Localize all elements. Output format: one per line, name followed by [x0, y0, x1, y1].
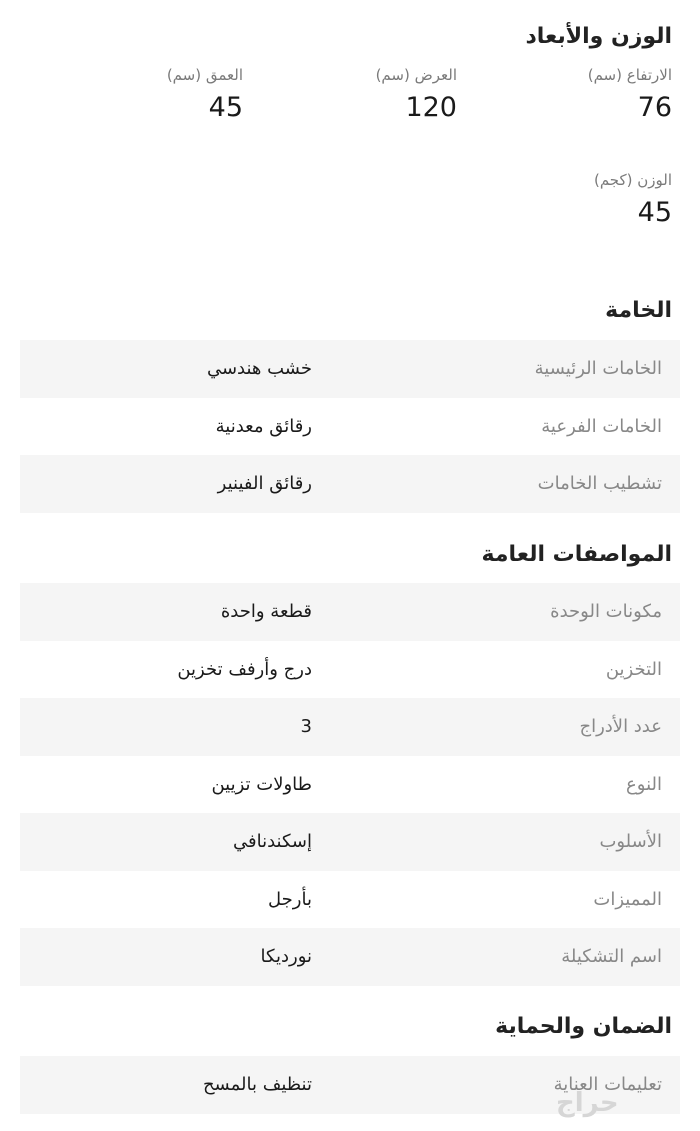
row-key: مكونات الوحدة — [550, 601, 662, 623]
row-value: 3 — [300, 716, 312, 738]
width-value: 120 — [405, 92, 457, 123]
row-value: طاولات تزيين — [211, 773, 312, 795]
row-value: إسكندنافي — [232, 831, 312, 853]
table-row — [20, 455, 680, 513]
depth-spec — [167, 66, 243, 123]
row-key: التخزين — [605, 658, 662, 680]
haraj-watermark: حراج — [556, 1088, 619, 1118]
table-row — [20, 698, 680, 756]
row-key: المميزات — [593, 888, 662, 910]
material-table — [20, 340, 680, 513]
row-value: درج وأرفف تخزين — [177, 658, 312, 680]
row-value: تنظيف بالمسح — [202, 1074, 312, 1096]
row-value: خشب هندسي — [206, 358, 312, 380]
weight-dimensions-title: الوزن والأبعاد — [525, 24, 672, 49]
row-key: تعليمات العناية — [553, 1074, 662, 1096]
depth-value: 45 — [208, 92, 243, 123]
depth-label: العمق (سم) — [166, 66, 243, 84]
row-key: الخامات الفرعية — [541, 415, 662, 437]
row-value: قطعة واحدة — [220, 601, 312, 623]
row-key: الخامات الرئيسية — [534, 358, 662, 380]
height-spec — [588, 66, 672, 123]
row-key: عدد الأدراج — [579, 716, 662, 738]
height-label: الارتفاع (سم) — [587, 66, 672, 84]
table-row — [20, 756, 680, 814]
weight-value: 45 — [637, 197, 672, 228]
table-row — [20, 641, 680, 699]
row-value: نورديكا — [260, 946, 312, 968]
weight-spec — [594, 171, 672, 228]
row-key: الأسلوب — [599, 831, 662, 853]
width-spec — [376, 66, 457, 123]
row-value: بأرجل — [268, 888, 312, 910]
row-key: تشطيب الخامات — [537, 473, 662, 495]
table-row — [20, 813, 680, 871]
row-key: النوع — [626, 773, 662, 795]
table-row — [20, 928, 680, 986]
material-title: الخامة — [605, 298, 672, 323]
general-specs-table — [20, 583, 680, 986]
weight-label: الوزن (كجم) — [593, 171, 672, 189]
row-value: رقائق معدنية — [215, 415, 312, 437]
row-value: رقائق الفينير — [217, 473, 312, 495]
width-label: العرض (سم) — [375, 66, 457, 84]
table-row — [20, 871, 680, 929]
general-specs-title: المواصفات العامة — [481, 542, 672, 567]
table-row — [20, 583, 680, 641]
height-value: 76 — [637, 92, 672, 123]
table-row — [20, 398, 680, 456]
row-key: اسم التشكيلة — [561, 946, 662, 968]
table-row — [20, 340, 680, 398]
warranty-title: الضمان والحماية — [495, 1014, 672, 1039]
